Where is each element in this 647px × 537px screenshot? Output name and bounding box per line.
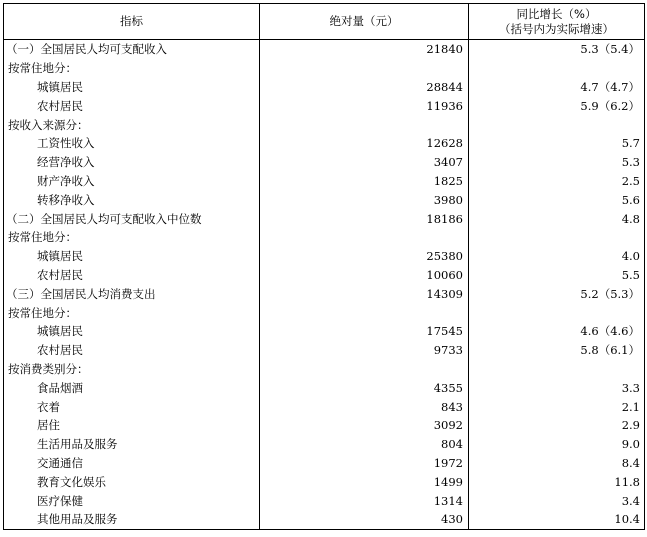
table-row [4,303,645,322]
row-value: 1314 [260,491,469,510]
table-row [4,266,645,285]
row-value: 843 [260,397,469,416]
row-label: （一）全国居民人均可支配收入 [4,40,260,59]
row-label: 农村居民 [4,266,260,285]
row-value: 3407 [260,153,469,172]
table-row [4,190,645,209]
table-row [4,341,645,360]
header-yoy-growth [469,4,645,40]
row-value: 17545 [260,322,469,341]
table-row [4,360,645,379]
row-growth: 5.6 [621,192,640,207]
row-label: 交通通信 [4,454,260,473]
row-value: 3092 [260,416,469,435]
row-value: 1825 [260,172,469,191]
table-header [4,4,645,40]
row-value: 9733 [260,341,469,360]
row-label: 城镇居民 [4,322,260,341]
row-growth: 5.8（6.1） [580,343,640,358]
table-row [4,322,645,341]
table-row [4,435,645,454]
row-growth [469,59,645,78]
table-row [4,284,645,303]
row-label: 衣着 [4,397,260,416]
row-growth [469,228,645,247]
row-label: 工资性收入 [4,134,260,153]
row-growth: 5.2（5.3） [580,286,640,301]
income-expenditure-table [3,3,645,530]
row-growth: 10.4 [614,512,640,527]
row-label: （二）全国居民人均可支配收入中位数 [4,209,260,228]
row-growth: 5.5 [621,267,640,282]
table-row [4,378,645,397]
table-row [4,115,645,134]
row-value: 14309 [260,284,469,303]
row-label: 转移净收入 [4,190,260,209]
row-growth: 5.7 [621,136,640,151]
table-row [4,40,645,59]
row-value [260,115,469,134]
row-value [260,59,469,78]
row-label: 按收入来源分： [4,115,260,134]
row-value [260,303,469,322]
table-row [4,78,645,97]
row-label: 按常住地分： [4,228,260,247]
row-value: 1499 [260,472,469,491]
row-value: 10060 [260,266,469,285]
header-indicator: 指标 [4,4,260,40]
row-value: 21840 [260,40,469,59]
row-label: 食品烟酒 [4,378,260,397]
table-row [4,59,645,78]
row-label: 教育文化娱乐 [4,472,260,491]
row-value: 430 [260,510,469,529]
table-row [4,96,645,115]
row-label: 生活用品及服务 [4,435,260,454]
table-row [4,491,645,510]
row-growth: 5.3 [621,155,640,170]
row-label: 其他用品及服务 [4,510,260,529]
row-value: 12628 [260,134,469,153]
table-row [4,454,645,473]
table-row [4,510,645,529]
table-row [4,228,645,247]
row-growth: 5.9（6.2） [580,98,640,113]
header-yoy-growth-line2: （括号内为实际增速） [499,21,614,36]
row-growth: 5.3（5.4） [580,42,640,57]
row-label: （三）全国居民人均消费支出 [4,284,260,303]
row-value: 1972 [260,454,469,473]
row-growth: 9.0 [621,437,640,452]
row-growth [469,360,645,379]
row-label: 农村居民 [4,96,260,115]
row-growth: 4.7（4.7） [580,79,640,94]
row-value: 11936 [260,96,469,115]
table-row [4,209,645,228]
row-growth: 8.4 [621,455,640,470]
row-label: 医疗保健 [4,491,260,510]
header-row [4,4,645,40]
row-label: 经营净收入 [4,153,260,172]
header-yoy-growth-line1: 同比增长（%） [516,6,597,21]
row-value [260,228,469,247]
table-row [4,153,645,172]
row-label: 按消费类别分： [4,360,260,379]
table-row [4,134,645,153]
table-row [4,472,645,491]
row-value: 804 [260,435,469,454]
table-row [4,172,645,191]
header-absolute-amount: 绝对量（元） [260,4,469,40]
row-growth: 11.8 [614,474,640,489]
row-growth [469,115,645,134]
row-label: 财产净收入 [4,172,260,191]
row-label: 居住 [4,416,260,435]
row-growth: 4.6（4.6） [580,324,640,339]
row-value: 18186 [260,209,469,228]
row-value: 25380 [260,247,469,266]
row-growth: 3.4 [621,493,640,508]
row-label: 按常住地分： [4,303,260,322]
table-row [4,416,645,435]
row-growth: 2.9 [621,418,640,433]
row-growth: 3.3 [621,380,640,395]
row-value: 28844 [260,78,469,97]
table-row [4,397,645,416]
row-growth: 2.1 [621,399,640,414]
row-label: 按常住地分： [4,59,260,78]
row-growth: 4.0 [621,249,640,264]
row-value: 4355 [260,378,469,397]
row-label: 城镇居民 [4,247,260,266]
row-label: 城镇居民 [4,78,260,97]
row-label: 农村居民 [4,341,260,360]
row-growth: 2.5 [621,173,640,188]
row-growth [469,303,645,322]
table-body [4,40,645,530]
row-growth: 4.8 [621,211,640,226]
table-row [4,247,645,266]
row-value [260,360,469,379]
row-value: 3980 [260,190,469,209]
